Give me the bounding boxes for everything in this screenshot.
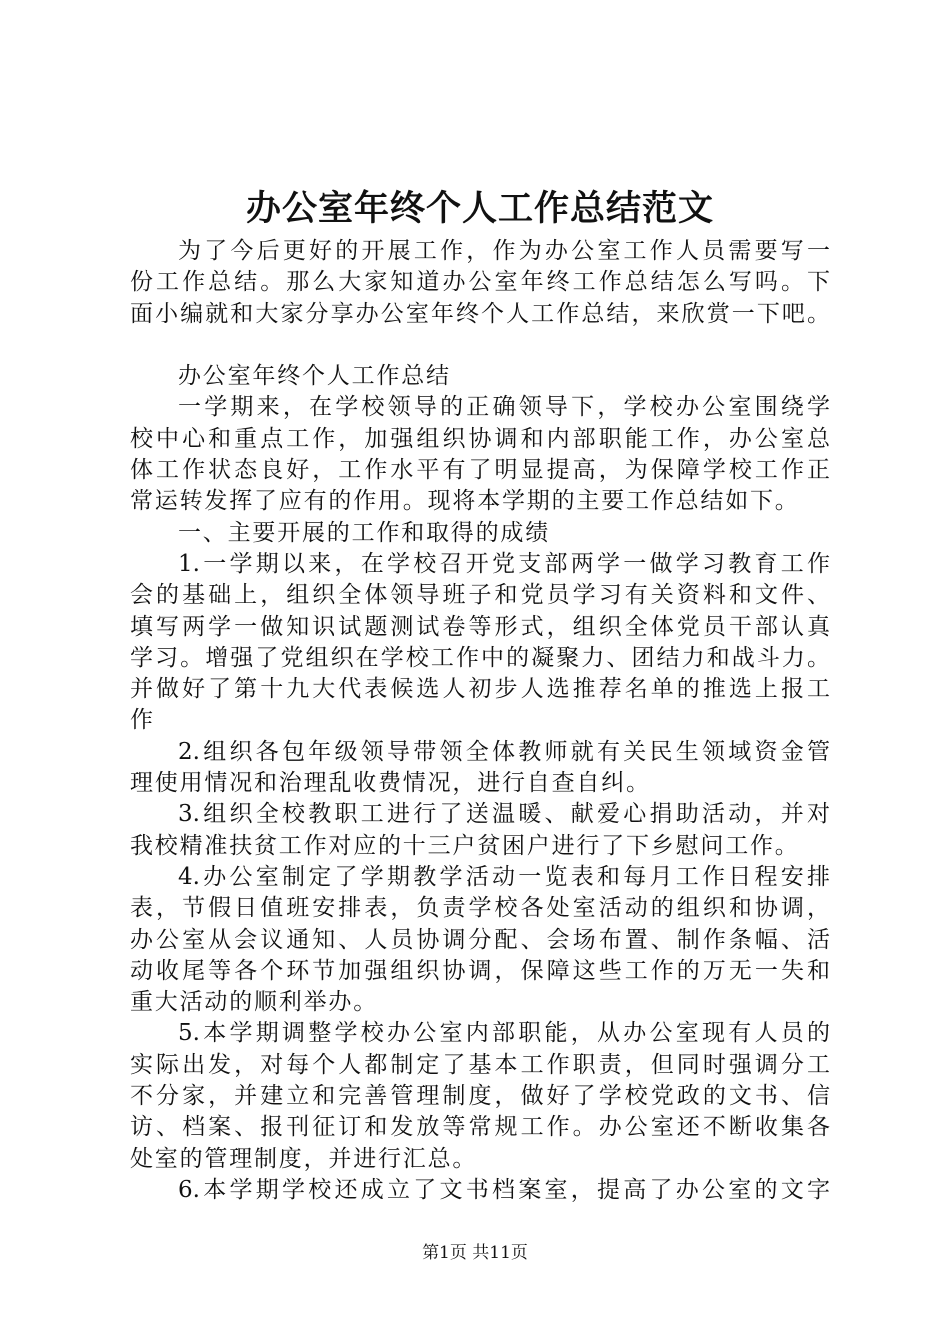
text-line: 常运转发挥了应有的作用。现将本学期的主要工作总结如下。 [130,488,800,515]
text-line: 实际出发，对每个人都制定了基本工作职责，但同时强调分工 [130,1051,830,1078]
text-line: 一、主要开展的工作和取得的成绩 [178,519,550,546]
text-line: 2.组织各包年级领导带领全体教师就有关民生领域资金管 [178,738,830,765]
text-line: 动收尾等各个环节加强组织协调，保障这些工作的万无一失和 [130,957,830,984]
document-body [130,236,830,1206]
text-line: 5.本学期调整学校办公室内部职能，从办公室现有人员的 [178,1020,830,1047]
page-footer: 第1页 共11页 [422,1243,528,1263]
text-line: 办公室年终个人工作总结 [178,363,451,390]
text-line: 表，节假日值班安排表，负责学校各处室活动的组织和协调， [130,895,830,922]
text-line: 重大活动的顺利举办。 [130,989,378,1016]
text-line: 访、档案、报刊征订和发放等常规工作。办公室还不断收集各 [130,1114,830,1141]
text-line: 我校精准扶贫工作对应的十三户贫困户进行了下乡慰问工作。 [130,832,800,859]
text-line: 办公室从会议通知、人员协调分配、会场布置、制作条幅、活 [130,926,830,953]
text-line: 校中心和重点工作，加强组织协调和内部职能工作，办公室总 [130,425,830,452]
text-line: 作 [130,707,155,734]
text-line: 并做好了第十九大代表候选人初步人选推荐名单的推选上报工 [130,676,830,703]
text-line: 为了今后更好的开展工作，作为办公室工作人员需要写一 [178,238,830,264]
text-line: 处室的管理制度，并进行汇总。 [130,1145,478,1172]
text-line: 填写两学一做知识试题测试卷等形式，组织全体党员干部认真 [130,613,830,640]
text-line: 一学期来，在学校领导的正确领导下，学校办公室围绕学 [178,394,830,421]
text-line: 会的基础上，组织全体领导班子和党员学习有关资料和文件、 [130,582,830,609]
text-line: 学习。增强了党组织在学校工作中的凝聚力、团结力和战斗力。 [130,644,830,671]
paragraph-gap [130,330,830,361]
document-title: 办公室年终个人工作总结范文 [245,188,714,229]
text-line: 理使用情况和治理乱收费情况，进行自查自纠。 [130,770,651,797]
text-line: 份工作总结。那么大家知道办公室年终工作总结怎么写吗。下 [130,269,830,296]
text-line: 面小编就和大家分享办公室年终个人工作总结，来欣赏一下吧。 [130,300,830,327]
text-line: 1.一学期以来，在学校召开党支部两学一做学习教育工作 [178,550,830,577]
text-line: 4.办公室制定了学期教学活动一览表和每月工作日程安排 [178,863,830,890]
text-line: 6.本学期学校还成立了文书档案室，提高了办公室的文字 [178,1176,830,1203]
text-line: 不分家，并建立和完善管理制度，做好了学校党政的文书、信 [130,1083,830,1110]
text-line: 体工作状态良好，工作水平有了明显提高，为保障学校工作正 [130,457,830,484]
text-line: 3.组织全校教职工进行了送温暖、献爱心捐助活动，并对 [178,801,830,828]
